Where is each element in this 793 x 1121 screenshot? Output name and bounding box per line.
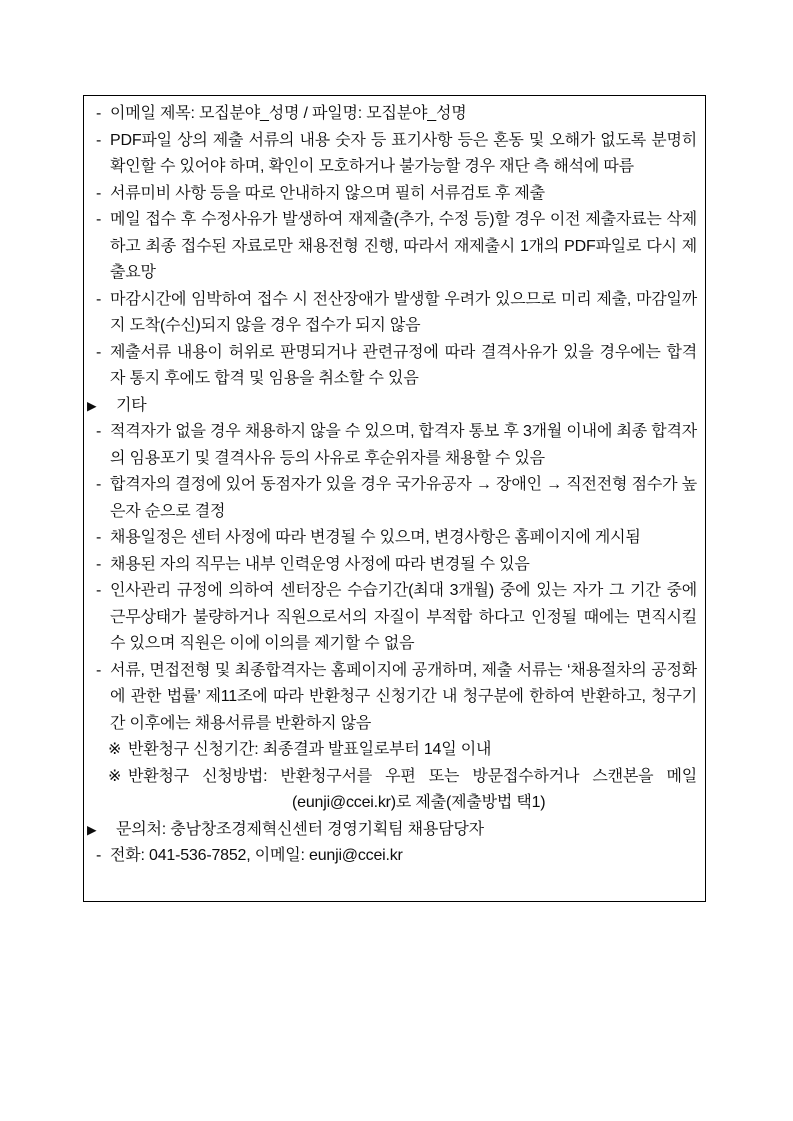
dash-marker: -: [96, 290, 102, 308]
item-text: 적격자가 없을 경우 채용하지 않을 수 있으며, 합격자 통보 후 3개월 이내에 최종 합격자의 임용포기 및 결격사유 등의 사유로 후순위자를 채용할 수 있음: [110, 423, 697, 467]
notice-list-item: [86, 843, 697, 870]
notice-list-item: [86, 578, 697, 658]
item-text: 채용된 자의 직무는 내부 인력운영 사정에 따라 변경될 수 있음: [110, 555, 530, 573]
item-text: 제출서류 내용이 허위로 판명되거나 관련규정에 따라 결격사유가 있을 경우에는 합격자 통지 후에도 합격 및 임용을 취소할 수 있음: [110, 343, 697, 387]
item-text: 문의처: 충남창조경제혁신센터 경영기획팀 채용담당자: [116, 820, 484, 838]
notice-list-item: [86, 128, 697, 181]
arrow-bullet-icon: ▶: [87, 822, 97, 837]
notice-list-item: [86, 181, 697, 208]
item-text: 채용일정은 센터 사정에 따라 변경될 수 있으며, 변경사항은 홈페이지에 게시됨: [110, 529, 641, 546]
notice-list-item: [86, 790, 697, 817]
notice-list-item: [86, 419, 697, 472]
notice-list-item: [86, 658, 697, 738]
notice-list-item: [86, 101, 697, 128]
section-heading-item: [86, 817, 697, 844]
dash-marker: -: [96, 555, 102, 573]
reference-marker: ※: [108, 741, 122, 758]
item-text: 기타: [116, 396, 147, 414]
notice-list-item: [86, 472, 697, 525]
notice-content-box: [83, 95, 706, 902]
notice-list-item: [86, 340, 697, 393]
dash-marker: -: [96, 476, 102, 493]
dash-marker: -: [96, 661, 102, 679]
arrow-bullet-icon: ▶: [87, 398, 97, 413]
notice-list-item: [86, 737, 697, 764]
reference-marker: ※: [108, 767, 122, 785]
dash-marker: -: [96, 184, 102, 202]
item-text: 서류미비 사항 등을 따로 안내하지 않으며 필히 서류검토 후 제출: [110, 184, 545, 202]
item-text: 반환청구 신청방법: 반환청구서를 우편 또는 방문접수하거나 스캔본을 메일: [128, 767, 697, 785]
dash-marker: -: [96, 211, 102, 228]
item-text: 인사관리 규정에 의하여 센터장은 수습기간(최대 3개월) 중에 있는 자가 그 기간 중에 근무상태가 불량하거나 직원으로서의 자질이 부적합 하다고 인정될 때에는 면직시킬 수 있으며 직원은 이에 이의를 제기할 수 없음: [110, 582, 697, 652]
item-text: (eunji@ccei.kr)로 제출(제출방법 택1): [292, 794, 546, 811]
item-text: 서류, 면접전형 및 최종합격자는 홈페이지에 공개하며, 제출 서류는 ‘채용절차의 공정화에 관한 법률’ 제11조에 따라 반환청구 신청기간 내 청구분에 한하여 반환하고, 청구기간 이후에는 채용서류를 반환하지 않음: [110, 661, 697, 732]
item-list: [86, 101, 697, 870]
notice-list-item: [86, 207, 697, 287]
item-text: 메일 접수 후 수정사유가 발생하여 재제출(추가, 수정 등)할 경우 이전 제출자료는 삭제하고 최종 접수된 자료로만 채용전형 진행, 따라서 재제출시 1개의 PDF파일로 다시 제출요망: [110, 211, 697, 281]
dash-marker: -: [96, 423, 102, 440]
dash-marker: -: [96, 847, 102, 864]
item-text: 반환청구 신청기간: 최종결과 발표일로부터 14일 이내: [128, 741, 492, 758]
dash-marker: -: [96, 105, 102, 122]
item-text: 전화: 041-536-7852, 이메일: eunji@ccei.kr: [110, 847, 403, 864]
dash-marker: -: [96, 131, 102, 149]
item-text: 마감시간에 임박하여 접수 시 전산장애가 발생할 우려가 있으므로 미리 제출, 마감일까지 도착(수신)되지 않을 경우 접수가 되지 않음: [110, 290, 697, 334]
notice-list-item: [86, 287, 697, 340]
notice-list-item: [86, 525, 697, 552]
section-heading-item: [86, 393, 697, 420]
item-text: 합격자의 결정에 있어 동점자가 있을 경우 국가유공자 → 장애인 → 직전전형 점수가 높은자 순으로 결정: [110, 476, 697, 520]
notice-list-item: [86, 552, 697, 579]
item-text: PDF파일 상의 제출 서류의 내용 숫자 등 표기사항 등은 혼동 및 오해가 없도록 분명히 확인할 수 있어야 하며, 확인이 모호하거나 불가능할 경우 재단 측 해석에 따름: [110, 131, 697, 175]
notice-list-item: [86, 764, 697, 791]
dash-marker: -: [96, 529, 102, 546]
dash-marker: -: [96, 343, 102, 361]
item-text: 이메일 제목: 모집분야_성명 / 파일명: 모집분야_성명: [110, 105, 467, 122]
dash-marker: -: [96, 582, 102, 599]
